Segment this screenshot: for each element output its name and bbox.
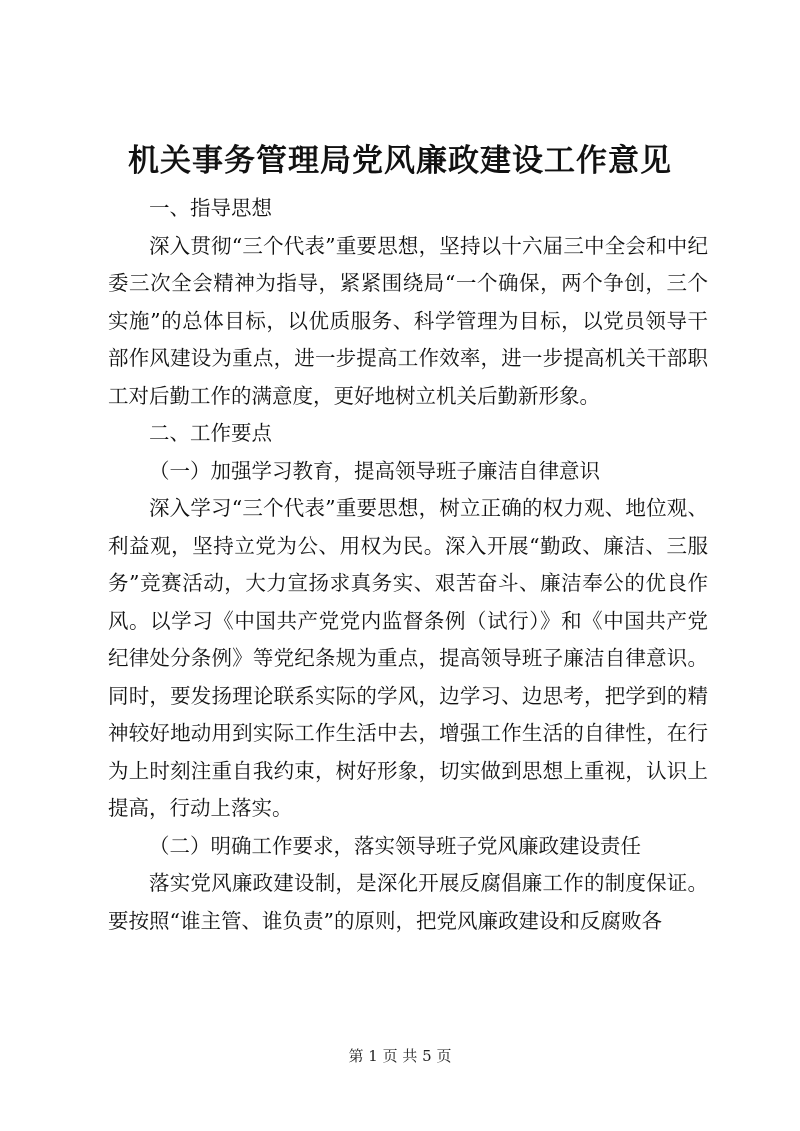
paragraph-guiding: 深入贯彻“三个代表”重要思想，坚持以十六届三中全会和中纪委三次全会精神为指导，紧紧围绕局“一个确保，两个争创，三个实施”的总体目标，以优质服务、科学管理为目标，以党员领导干部作风建设为重点，进一步提高工作效率，进一步提高机关干部职工对后勤工作的满意度，更好地树立机关后勤新形象。 (108, 233, 708, 408)
document-body (108, 190, 708, 940)
section-heading-points: 二、工作要点 (149, 421, 272, 445)
page-footer: 第 1 页 共 5 页 (348, 1047, 452, 1065)
document-title: 机关事务管理局党风廉政建设工作意见 (128, 143, 672, 179)
section-heading-guiding: 一、指导思想 (149, 196, 272, 220)
paragraph-point2: 落实党风廉政建设制，是深化开展反腐倡廉工作的制度保证。要按照“谁主管、谁负责”的原则，把党风廉政建设和反腐败各 (108, 871, 708, 933)
subsection-heading-2: （二）明确工作要求，落实领导班子党风廉政建设责任 (149, 833, 641, 858)
subsection-heading-1: （一）加强学习教育，提高领导班子廉洁自律意识 (149, 458, 600, 483)
paragraph-point1: 深入学习“三个代表”重要思想，树立正确的权力观、地位观、利益观，坚持立党为公、用权为民。深入开展“勤政、廉洁、三服务”竞赛活动，大力宣扬求真务实、艰苦奋斗、廉洁奉公的优良作风。以学习《中国共产党党内监督条例（试行）》和《中国共产党纪律处分条例》等党纪条规为重点，提高领导班子廉洁自律意识。同时，要发扬理论联系实际的学风，边学习、边思考，把学到的精神较好地动用到实际工作生活中去，增强工作生活的自律性，在行为上时刻注重自我约束，树好形象，切实做到思想上重视，认识上提高，行动上落实。 (108, 496, 708, 820)
